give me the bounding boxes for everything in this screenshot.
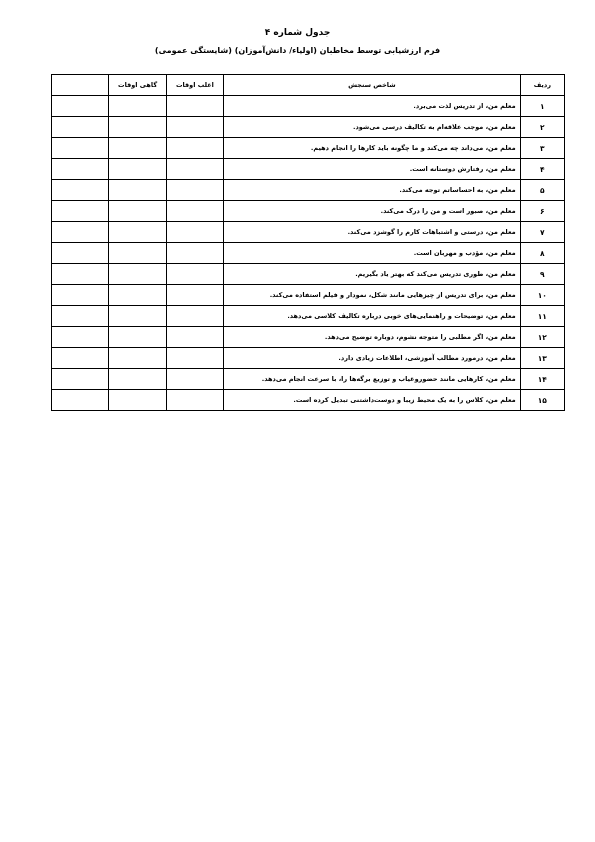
header-row-number: ردیف <box>520 75 564 96</box>
table-row <box>52 159 565 180</box>
sometimes-cell[interactable] <box>109 285 166 306</box>
mostly-cell[interactable] <box>166 327 223 348</box>
table-row <box>52 117 565 138</box>
row-number: ۲ <box>520 117 564 138</box>
sometimes-cell[interactable] <box>109 201 166 222</box>
extra-cell[interactable] <box>52 264 109 285</box>
criterion-text: معلم من، صبور است و من را درک می‌کند. <box>224 201 521 222</box>
mostly-cell[interactable] <box>166 285 223 306</box>
extra-cell[interactable] <box>52 327 109 348</box>
sometimes-cell[interactable] <box>109 390 166 411</box>
table-header-row <box>52 75 565 96</box>
mostly-cell[interactable] <box>166 201 223 222</box>
evaluation-table <box>51 74 565 411</box>
mostly-cell[interactable] <box>166 369 223 390</box>
sometimes-cell[interactable] <box>109 180 166 201</box>
form-subtitle: فرم ارزشیابی توسط مخاطبان (اولیاء/ دانش‌آموزان) (شایستگی عمومی) <box>154 46 441 55</box>
extra-cell[interactable] <box>52 117 109 138</box>
criterion-text: معلم من، برای تدریس از چیزهایی مانند شکل، نمودار و فیلم استفاده می‌کند. <box>224 285 521 306</box>
extra-cell[interactable] <box>52 285 109 306</box>
criterion-text: معلم من، طوری تدریس می‌کند که بهتر یاد بگیریم. <box>224 264 521 285</box>
criterion-text: معلم من، از تدریس لذت می‌برد. <box>224 96 521 117</box>
criterion-text: معلم من، اگر مطلبی را متوجه نشوم، دوباره توضیح می‌دهد. <box>224 327 521 348</box>
row-number: ۴ <box>520 159 564 180</box>
sometimes-cell[interactable] <box>109 138 166 159</box>
sometimes-cell[interactable] <box>109 243 166 264</box>
extra-cell[interactable] <box>52 369 109 390</box>
mostly-cell[interactable] <box>166 222 223 243</box>
criterion-text: معلم من، توضیحات و راهنمایی‌های خوبی درباره تکالیف کلاسی می‌دهد. <box>224 306 521 327</box>
extra-cell[interactable] <box>52 138 109 159</box>
row-number: ۹ <box>520 264 564 285</box>
mostly-cell[interactable] <box>166 348 223 369</box>
criterion-text: معلم من، درستی و اشتباهات کارم را گوشزد می‌کند. <box>224 222 521 243</box>
table-row <box>52 243 565 264</box>
row-number: ۱۴ <box>520 369 564 390</box>
extra-cell[interactable] <box>52 306 109 327</box>
mostly-cell[interactable] <box>166 243 223 264</box>
criterion-text: معلم من، می‌داند چه می‌کند و ما چگونه باید کارها را انجام دهیم. <box>224 138 521 159</box>
criterion-text: معلم من، کلاس را به یک محیط زیبا و دوست‌داشتنی تبدیل کرده است. <box>224 390 521 411</box>
mostly-cell[interactable] <box>166 138 223 159</box>
criterion-text: معلم من، موجب علاقه‌ام به تکالیف درسی می‌شود. <box>224 117 521 138</box>
table-title: جدول شماره ۴ <box>264 28 331 38</box>
table-body <box>52 96 565 411</box>
table-row <box>52 390 565 411</box>
row-number: ۱ <box>520 96 564 117</box>
row-number: ۱۰ <box>520 285 564 306</box>
header-extra <box>52 75 109 96</box>
row-number: ۱۱ <box>520 306 564 327</box>
criterion-text: معلم من، رفتارش دوستانه است. <box>224 159 521 180</box>
sometimes-cell[interactable] <box>109 327 166 348</box>
row-number: ۸ <box>520 243 564 264</box>
table-row <box>52 369 565 390</box>
extra-cell[interactable] <box>52 222 109 243</box>
sometimes-cell[interactable] <box>109 264 166 285</box>
mostly-cell[interactable] <box>166 117 223 138</box>
mostly-cell[interactable] <box>166 96 223 117</box>
header-criterion: شاخص سنجش <box>224 75 521 96</box>
table-row <box>52 264 565 285</box>
table-row <box>52 348 565 369</box>
row-number: ۶ <box>520 201 564 222</box>
extra-cell[interactable] <box>52 243 109 264</box>
table-row <box>52 327 565 348</box>
evaluation-table-container <box>51 74 565 411</box>
extra-cell[interactable] <box>52 390 109 411</box>
sometimes-cell[interactable] <box>109 369 166 390</box>
mostly-cell[interactable] <box>166 306 223 327</box>
mostly-cell[interactable] <box>166 159 223 180</box>
table-row <box>52 138 565 159</box>
table-row <box>52 180 565 201</box>
table-row <box>52 201 565 222</box>
row-number: ۱۵ <box>520 390 564 411</box>
sometimes-cell[interactable] <box>109 348 166 369</box>
row-number: ۱۳ <box>520 348 564 369</box>
extra-cell[interactable] <box>52 201 109 222</box>
mostly-cell[interactable] <box>166 390 223 411</box>
table-row <box>52 96 565 117</box>
criterion-text: معلم من، کارهایی مانند حضوروغیاب و توزیع برگه‌ها را، با سرعت انجام می‌دهد. <box>224 369 521 390</box>
row-number: ۱۲ <box>520 327 564 348</box>
extra-cell[interactable] <box>52 348 109 369</box>
criterion-text: معلم من، مؤدب و مهربان است. <box>224 243 521 264</box>
sometimes-cell[interactable] <box>109 96 166 117</box>
row-number: ۳ <box>520 138 564 159</box>
sometimes-cell[interactable] <box>109 222 166 243</box>
mostly-cell[interactable] <box>166 264 223 285</box>
criterion-text: معلم من، به احساساتم توجه می‌کند. <box>224 180 521 201</box>
sometimes-cell[interactable] <box>109 117 166 138</box>
header-sometimes: گاهی اوقات <box>109 75 166 96</box>
table-row <box>52 222 565 243</box>
extra-cell[interactable] <box>52 96 109 117</box>
extra-cell[interactable] <box>52 159 109 180</box>
header-mostly: اغلب اوقات <box>166 75 223 96</box>
mostly-cell[interactable] <box>166 180 223 201</box>
sometimes-cell[interactable] <box>109 306 166 327</box>
row-number: ۷ <box>520 222 564 243</box>
table-row <box>52 306 565 327</box>
extra-cell[interactable] <box>52 180 109 201</box>
row-number: ۵ <box>520 180 564 201</box>
criterion-text: معلم من، درمورد مطالب آموزشی، اطلاعات زیادی دارد. <box>224 348 521 369</box>
table-row <box>52 285 565 306</box>
sometimes-cell[interactable] <box>109 159 166 180</box>
